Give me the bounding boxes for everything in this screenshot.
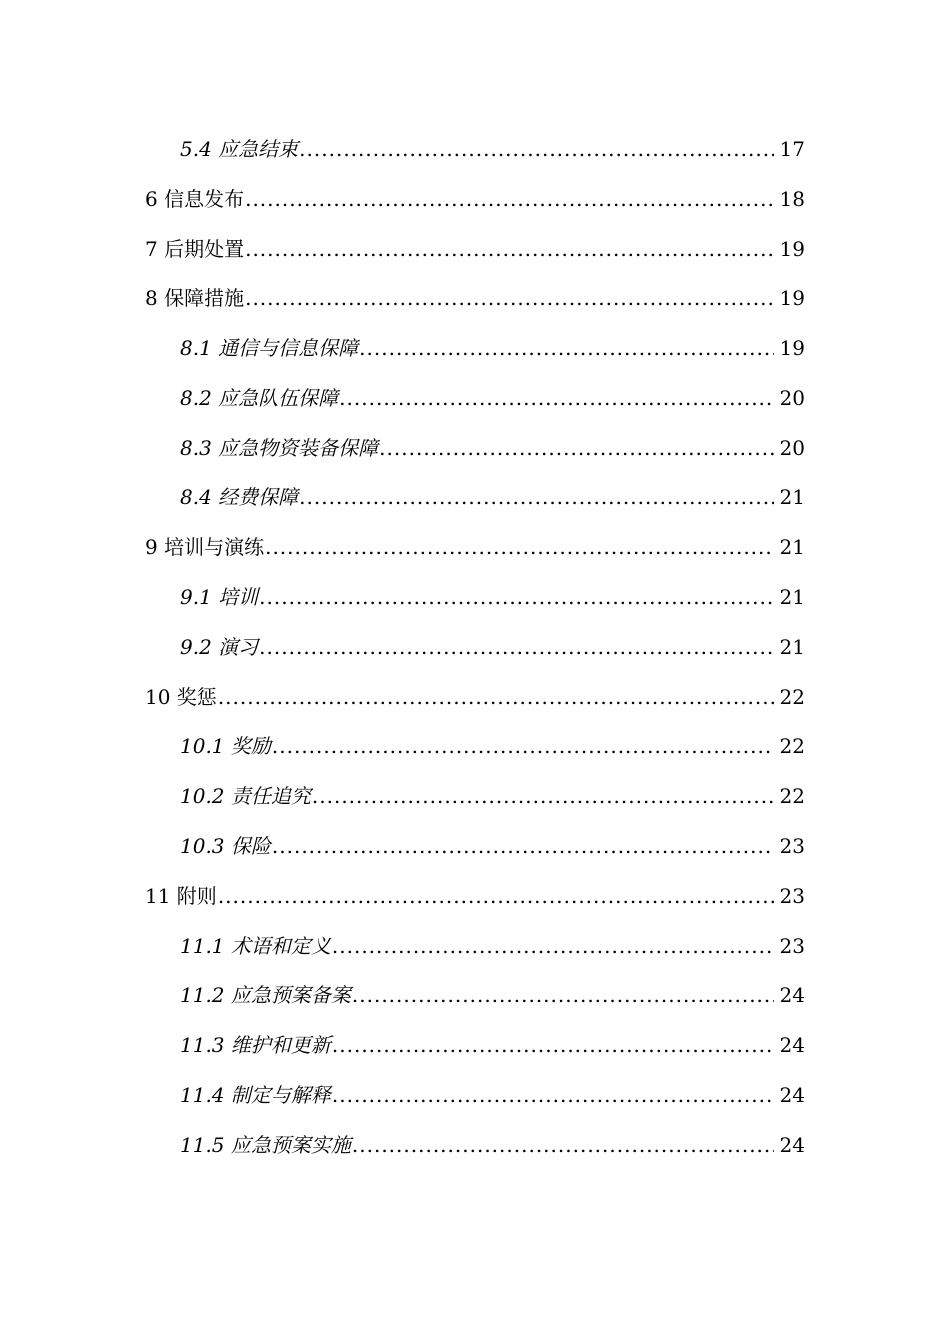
toc-entry-page-number: 22 [779, 784, 805, 809]
dot-leader [332, 921, 774, 971]
dot-leader [265, 522, 774, 572]
toc-entry-8[interactable] [0, 273, 950, 323]
toc-entry-8-4[interactable] [0, 473, 950, 523]
dot-leader [272, 821, 774, 871]
toc-entry-11-1[interactable] [0, 921, 950, 971]
toc-entry-title: 8.3 应急物资装备保障 [180, 435, 379, 460]
dot-leader [299, 472, 774, 522]
toc-entry-page-number: 23 [779, 933, 805, 958]
toc-entry-8-3[interactable] [0, 423, 950, 473]
toc-entry-page-number: 19 [779, 236, 805, 261]
toc-entry-title: 8 保障措施 [145, 286, 245, 311]
toc-entry-page-number: 20 [779, 435, 805, 460]
toc-entry-title: 8.4 经费保障 [180, 485, 299, 510]
toc-entry-title: 8.2 应急队伍保障 [180, 385, 339, 410]
toc-entry-page-number: 24 [779, 1083, 805, 1108]
toc-entry-page-number: 24 [779, 1132, 805, 1157]
toc-entry-page-number: 21 [779, 485, 805, 510]
toc-entry-page-number: 22 [779, 684, 805, 709]
toc-entry-page-number: 24 [779, 1033, 805, 1058]
dot-leader [218, 672, 774, 722]
dot-leader [299, 124, 774, 174]
toc-entry-page-number: 19 [779, 286, 805, 311]
table-of-contents [0, 124, 950, 1170]
toc-entry-title: 11.3 维护和更新 [180, 1033, 331, 1058]
toc-entry-page-number: 23 [779, 834, 805, 859]
dot-leader [259, 572, 774, 622]
toc-entry-11[interactable] [0, 871, 950, 921]
dot-leader [359, 323, 774, 373]
dot-leader [259, 622, 774, 672]
toc-entry-10-3[interactable] [0, 821, 950, 871]
dot-leader [245, 273, 774, 323]
toc-entry-8-2[interactable] [0, 373, 950, 423]
toc-entry-10-2[interactable] [0, 771, 950, 821]
toc-entry-title: 10.1 奖励 [180, 734, 271, 759]
toc-entry-11-3[interactable] [0, 1020, 950, 1070]
dot-leader [272, 721, 774, 771]
toc-entry-11-4[interactable] [0, 1070, 950, 1120]
toc-entry-page-number: 19 [779, 336, 805, 361]
dot-leader [245, 174, 774, 224]
dot-leader [218, 871, 774, 921]
toc-entry-10-1[interactable] [0, 722, 950, 772]
toc-entry-title: 9.2 演习 [180, 634, 259, 659]
toc-entry-10[interactable] [0, 672, 950, 722]
toc-entry-7[interactable] [0, 224, 950, 274]
toc-entry-title: 9.1 培训 [180, 585, 259, 610]
dot-leader [352, 1120, 774, 1170]
toc-entry-title: 8.1 通信与信息保障 [180, 336, 359, 361]
toc-entry-page-number: 22 [779, 734, 805, 759]
dot-leader [332, 1020, 774, 1070]
toc-entry-title: 9 培训与演练 [145, 535, 265, 560]
dot-leader [332, 1070, 774, 1120]
toc-entry-8-1[interactable] [0, 323, 950, 373]
toc-entry-page-number: 23 [779, 883, 805, 908]
toc-entry-title: 11.1 术语和定义 [180, 933, 331, 958]
toc-entry-9-1[interactable] [0, 572, 950, 622]
toc-entry-title: 10.3 保险 [180, 834, 271, 859]
toc-entry-title: 10.2 责任追究 [180, 784, 311, 809]
toc-entry-6[interactable] [0, 174, 950, 224]
toc-entry-page-number: 18 [779, 186, 805, 211]
toc-entry-page-number: 21 [779, 535, 805, 560]
toc-entry-11-5[interactable] [0, 1120, 950, 1170]
dot-leader [312, 771, 774, 821]
toc-entry-page-number: 17 [779, 136, 805, 161]
toc-entry-page-number: 21 [779, 634, 805, 659]
toc-entry-page-number: 20 [779, 385, 805, 410]
toc-entry-page-number: 24 [779, 983, 805, 1008]
toc-entry-title: 11.2 应急预案备案 [180, 983, 351, 1008]
toc-entry-9-2[interactable] [0, 622, 950, 672]
toc-entry-page-number: 21 [779, 585, 805, 610]
toc-entry-9[interactable] [0, 522, 950, 572]
dot-leader [379, 423, 774, 473]
toc-entry-title: 11.5 应急预案实施 [180, 1132, 351, 1157]
dot-leader [339, 373, 774, 423]
toc-entry-title: 11 附则 [145, 883, 217, 908]
toc-entry-title: 10 奖惩 [145, 684, 217, 709]
toc-entry-11-2[interactable] [0, 971, 950, 1021]
toc-entry-title: 5.4 应急结束 [180, 136, 299, 161]
dot-leader [352, 970, 774, 1020]
toc-entry-5-4[interactable] [0, 124, 950, 174]
dot-leader [245, 224, 774, 274]
toc-entry-title: 6 信息发布 [145, 186, 245, 211]
toc-entry-title: 7 后期处置 [145, 236, 245, 261]
toc-entry-title: 11.4 制定与解释 [180, 1083, 331, 1108]
